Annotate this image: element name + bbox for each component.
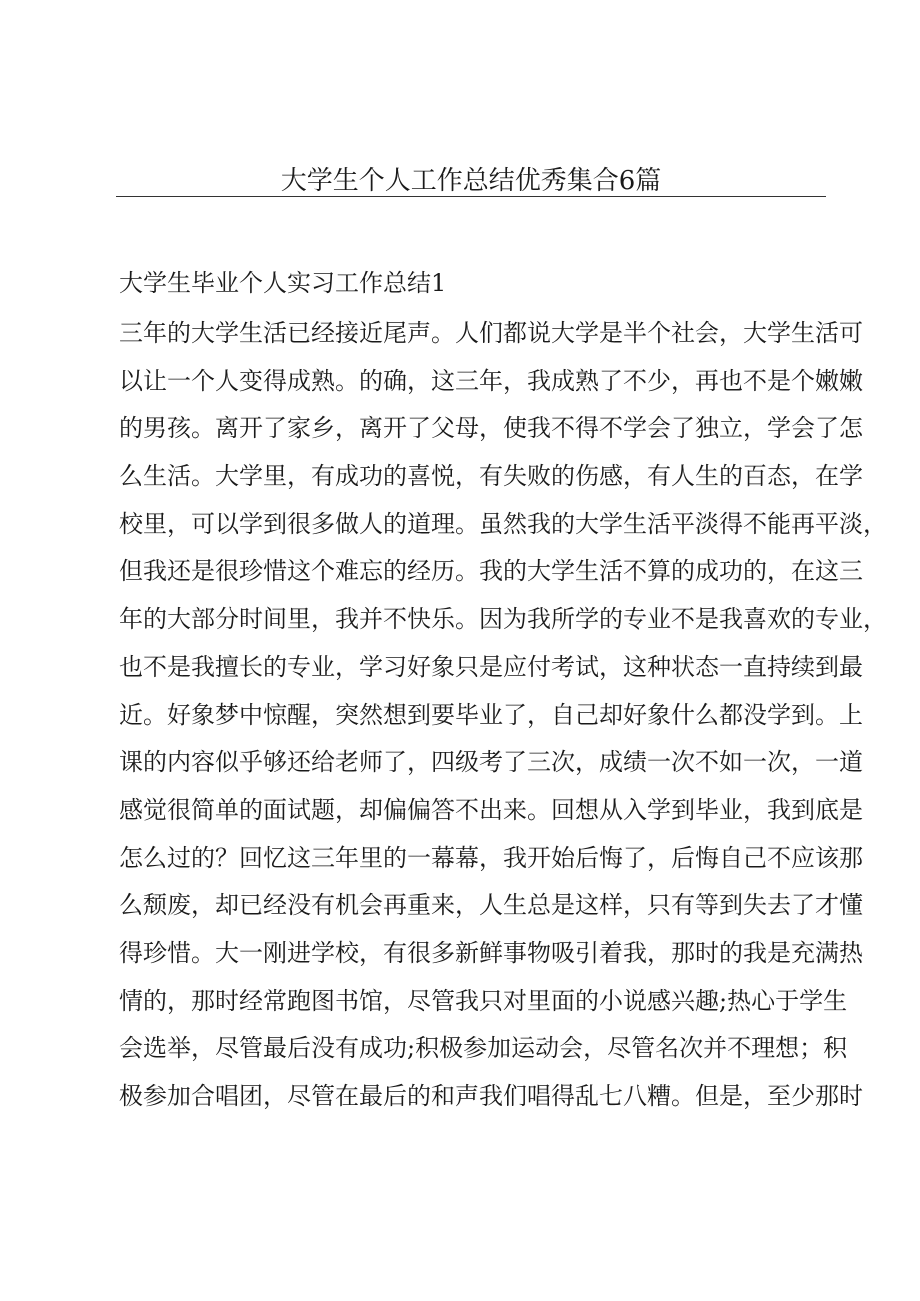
paragraph-line: 也不是我擅长的专业，学习好象只是应付考试，这种状态一直持续到最: [119, 652, 863, 681]
paragraph-line: 么生活。大学里，有成功的喜悦，有失败的伤感，有人生的百态，在学: [119, 462, 863, 491]
paragraph-line: 得珍惜。大一刚进学校，有很多新鲜事物吸引着我，那时的我是充满热: [119, 938, 863, 967]
paragraph-line: 情的，那时经常跑图书馆，尽管我只对里面的小说感兴趣;热心于学生: [119, 986, 848, 1015]
paragraph-line: 以让一个人变得成熟。的确，这三年，我成熟了不少，再也不是个嫩嫩: [119, 366, 863, 395]
title-underline: [116, 196, 826, 197]
paragraph-line: 校里，可以学到很多做人的道理。虽然我的大学生活平淡得不能再平淡，: [119, 509, 887, 538]
paragraph-line: 近。好象梦中惊醒，突然想到要毕业了，自己却好象什么都没学到。上: [119, 700, 863, 729]
paragraph-line: 怎么过的？回忆这三年里的一幕幕，我开始后悔了，后悔自己不应该那: [119, 843, 863, 872]
paragraph-line: 么颓废，却已经没有机会再重来，人生总是这样，只有等到失去了才懂: [119, 891, 863, 920]
paragraph-line: 年的大部分时间里，我并不快乐。因为我所学的专业不是我喜欢的专业，: [119, 605, 887, 634]
paragraph-line: 的男孩。离开了家乡，离开了父母，使我不得不学会了独立，学会了怎: [119, 414, 863, 443]
section-heading: 大学生毕业个人实习工作总结1: [119, 269, 447, 297]
paragraph-line: 但我还是很珍惜这个难忘的经历。我的大学生活不算的成功的，在这三: [119, 557, 863, 586]
document-title: 大学生个人工作总结优秀集合6篇: [280, 166, 662, 196]
paragraph-line: 三年的大学生活已经接近尾声。人们都说大学是半个社会，大学生活可: [119, 319, 863, 347]
paragraph-line: 会选举，尽管最后没有成功;积极参加运动会，尽管名次并不理想；积: [119, 1034, 848, 1063]
paragraph-line: 感觉很简单的面试题，却偏偏答不出来。回想从入学到毕业，我到底是: [119, 795, 863, 824]
body-paragraph: [119, 315, 887, 1126]
paragraph-line: 极参加合唱团，尽管在最后的和声我们唱得乱七八糟。但是，至少那时: [119, 1082, 863, 1110]
paragraph-line: 课的内容似乎够还给老师了，四级考了三次，成绩一次不如一次，一道: [119, 748, 863, 777]
